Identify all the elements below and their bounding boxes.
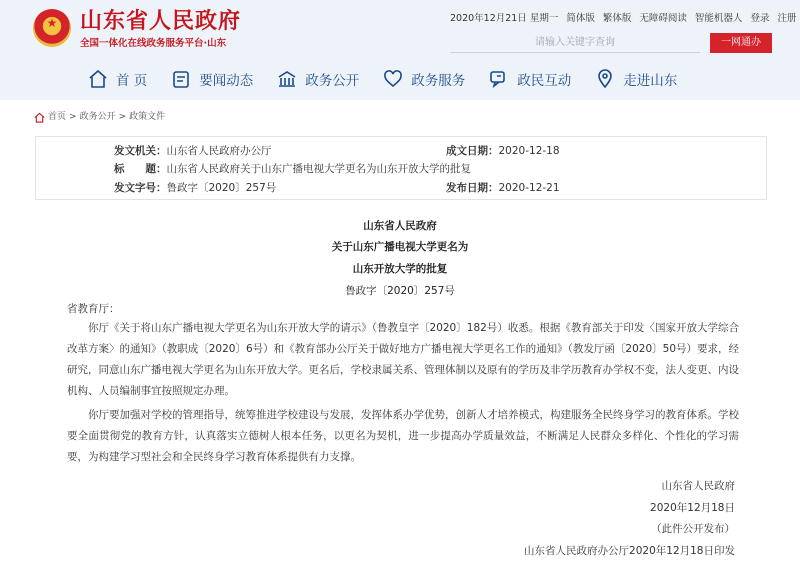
title-label: 标 题：	[114, 163, 167, 175]
breadcrumb-policy-docs[interactable]: 政策文件	[129, 112, 166, 122]
publish-note: （此件公开发布）	[651, 523, 735, 535]
nav-label: 政民互动	[517, 73, 572, 89]
one-stop-service-button[interactable]: 一网通办	[710, 33, 772, 53]
register-link[interactable]: 注册	[777, 13, 797, 24]
nav-item-interaction[interactable]	[477, 62, 583, 96]
issuer-value: 山东省人民政府办公厅	[166, 145, 272, 157]
date-value: 2020-12-18	[498, 145, 560, 157]
document-number: 鲁政字〔2020〕257号	[345, 285, 455, 297]
simplified-link[interactable]: 简体版	[566, 13, 595, 24]
location-icon	[595, 69, 615, 89]
nav-item-open-gov[interactable]	[265, 62, 371, 96]
nav-item-news[interactable]	[159, 62, 265, 96]
salutation: 省教育厅：	[67, 303, 120, 315]
docno-label: 发文字号：	[114, 182, 167, 194]
heart-service-icon	[383, 69, 403, 89]
main-nav	[76, 62, 726, 96]
publish-value: 2020-12-21	[498, 182, 560, 194]
nav-item-shandong[interactable]	[583, 62, 689, 96]
breadcrumb-separator: >	[118, 112, 127, 122]
nav-item-home[interactable]	[76, 62, 159, 96]
paragraph-1: 你厅《关于将山东广播电视大学更名为山东开放大学的请示》（鲁教皇字〔2020〕182号）收悉。根据《教育部关于印发〈国家开放大学综合改革方案〉的通知》（教职成〔2020〕6号）和《教育部办公厅关于做好地方广播电视大学更名工作的通知》（教发厅函〔2020〕50号）要求，经研究，同意山东广播电视大学更名为山东开放大学。更名后，学校隶属关系、管理体制以及原有的学历及非学历教育办学权不变，法人变更、内设机构、人员编制事宜按照规定办理。	[67, 322, 739, 397]
site-title[interactable]: 山东省人民政府	[80, 9, 242, 34]
breadcrumb-home[interactable]: 首页	[48, 112, 67, 122]
document-meta-box	[35, 136, 767, 200]
nav-label: 要闻动态	[199, 73, 254, 89]
nav-label: 政务公开	[305, 73, 360, 89]
publish-label: 发布日期：	[446, 182, 499, 194]
document-title-line1: 山东省人民政府	[363, 220, 437, 232]
document-title-line3: 山东开放大学的批复	[352, 263, 448, 275]
home-icon	[34, 112, 45, 123]
top-links	[450, 13, 796, 25]
national-emblem-icon: ★	[33, 9, 71, 47]
meta-issuer	[114, 144, 272, 158]
news-icon	[171, 69, 191, 89]
accessibility-link[interactable]: 无障碍阅读	[639, 13, 687, 24]
open-gov-icon	[277, 69, 297, 89]
nav-label: 走进山东	[623, 73, 678, 89]
nav-label: 首 页	[116, 73, 148, 89]
breadcrumb-open-gov[interactable]: 政务公开	[79, 112, 116, 122]
site-subtitle: 全国一体化在线政务服务平台·山东	[80, 38, 227, 49]
signature-date: 2020年12月18日	[650, 502, 735, 514]
paragraph-2: 你厅要加强对学校的管理指导，统筹推进学校建设与发展，发挥体系办学优势，创新人才培养模式，构建服务全民终身学习的教育体系。学校要全面贯彻党的教育方针，认真落实立德树人根本任务，以更名为契机，进一步提高办学质量效益，不断满足人民群众多样化、个性化的学习需要，为构建学习型社会和全民终身学习教育体系提供有力支撑。	[67, 409, 739, 463]
nav-item-service[interactable]	[371, 62, 477, 96]
current-date: 2020年12月21日 星期一	[450, 13, 559, 24]
login-link[interactable]: 登录	[750, 13, 770, 24]
meta-docno	[114, 181, 276, 195]
document-title-line2: 关于山东广播电视大学更名为	[331, 241, 469, 253]
date-label: 成文日期：	[446, 145, 499, 157]
meta-publish	[446, 181, 560, 195]
search-input[interactable]	[450, 33, 700, 53]
traditional-link[interactable]: 繁体版	[602, 13, 632, 24]
meta-date	[446, 144, 560, 158]
home-icon	[88, 69, 108, 89]
meta-title	[114, 162, 471, 176]
signature-org: 山东省人民政府	[661, 480, 735, 492]
title-value: 山东省人民政府关于山东广播电视大学更名为山东开放大学的批复	[166, 163, 471, 175]
docno-value: 鲁政字〔2020〕257号	[166, 182, 277, 194]
nav-label: 政务服务	[411, 73, 466, 89]
breadcrumb-separator: >	[69, 112, 77, 122]
issuer-label: 发文机关：	[114, 145, 167, 157]
site-header	[0, 0, 800, 100]
chat-icon	[489, 69, 509, 89]
breadcrumb	[34, 111, 165, 123]
footer-print-note: 山东省人民政府办公厅2020年12月18日印发	[524, 545, 735, 557]
robot-link[interactable]: 智能机器人	[694, 13, 743, 24]
